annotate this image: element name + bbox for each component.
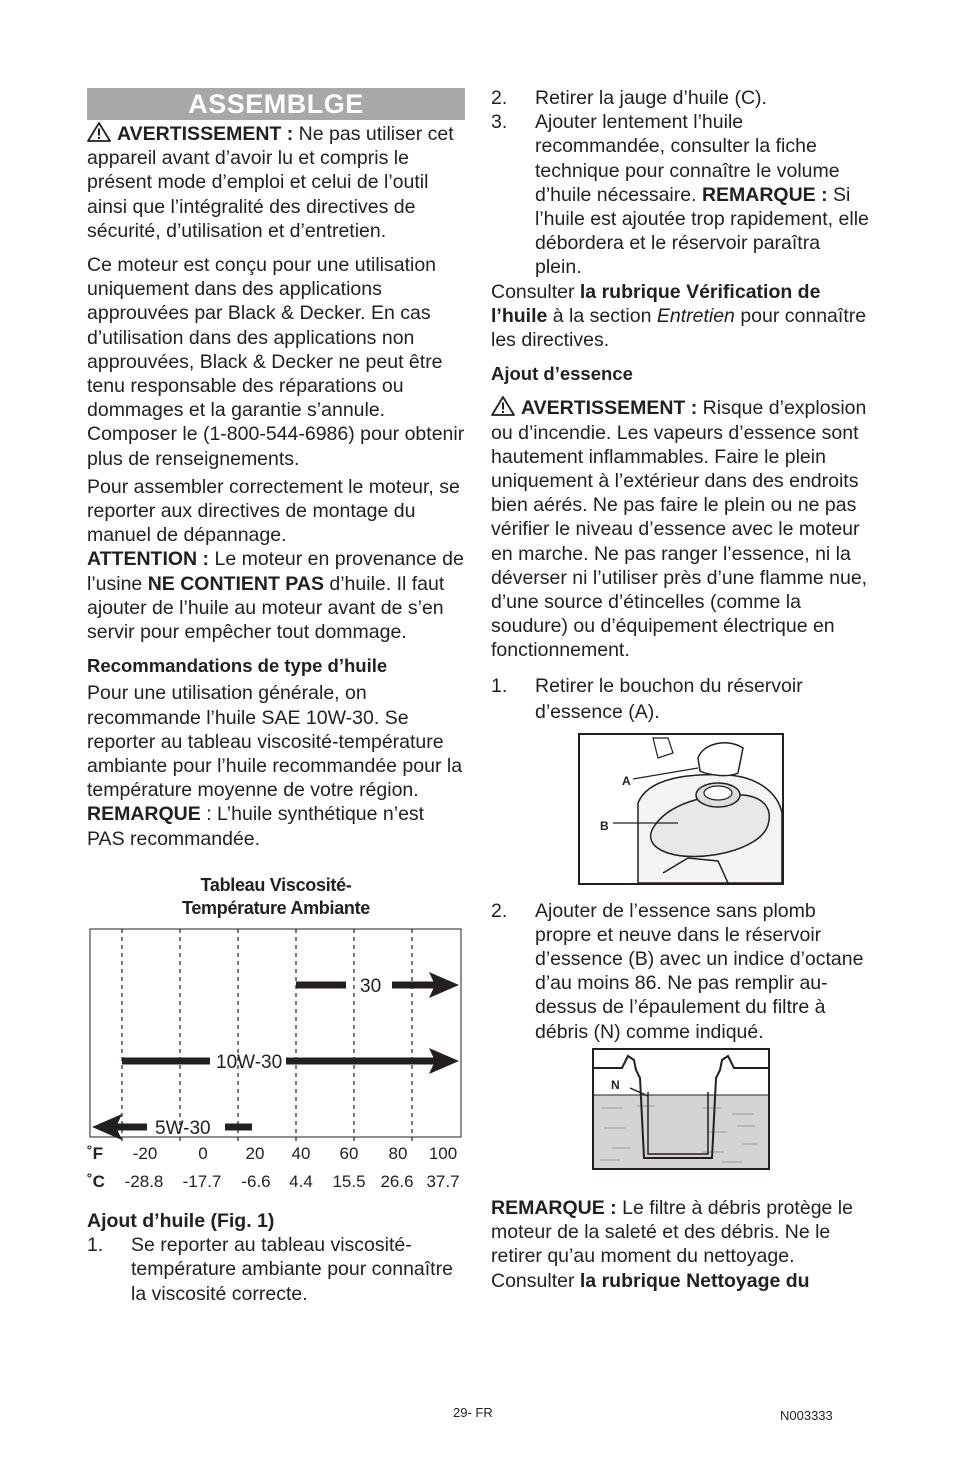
list-item <box>491 899 871 1044</box>
tick-label-f: 80 <box>388 1143 408 1163</box>
chart-series-label: 5W-30 <box>155 1117 211 1139</box>
section-banner: ASSEMBLGE <box>87 88 465 120</box>
document-code: N003333 <box>780 1408 833 1423</box>
warning-label: AVERTISSEMENT : <box>521 397 698 420</box>
consult-italic: Entretien <box>656 304 735 327</box>
step-number: 3. <box>491 111 508 134</box>
attention-paragraph <box>87 547 465 644</box>
fuel-warning-paragraph <box>491 396 871 662</box>
remark-emphasis: la rubrique Nettoyage du <box>579 1269 810 1292</box>
chart-title <box>87 874 465 920</box>
body-paragraph: Pour assembler correctement le moteur, se reporter aux directives de montage du manuel de dépannage. <box>87 475 460 547</box>
consult-paragraph <box>491 280 871 353</box>
fuel-steps-1 <box>491 673 871 725</box>
consult-text: à la section <box>552 304 652 327</box>
step-number: 1. <box>491 674 508 697</box>
warning-paragraph <box>87 122 465 243</box>
chart-series-label: 10W-30 <box>216 1051 283 1073</box>
fuel-heading: Ajout d’essence <box>491 363 633 385</box>
tick-label-f: -20 <box>132 1143 158 1163</box>
fuel-steps-2 <box>491 899 871 1044</box>
warning-triangle-icon <box>491 396 515 416</box>
tick-label-f: 60 <box>339 1143 359 1163</box>
page-number: 29- FR <box>453 1405 493 1420</box>
left-column <box>87 88 465 1306</box>
tick-label-c: -6.6 <box>241 1171 271 1187</box>
chart-frame <box>90 929 461 1137</box>
attention-emphasis: NE CONTIENT PAS <box>147 572 324 595</box>
fig-label-n: N <box>611 1077 620 1092</box>
chart-title-line: Température Ambiante <box>181 897 371 918</box>
tick-label-f: 20 <box>245 1143 265 1163</box>
tick-label-c: -17.7 <box>182 1171 222 1187</box>
step-number: 2. <box>491 87 508 109</box>
tick-label-c: 37.7 <box>426 1171 460 1187</box>
axis-unit-f: ˚F <box>87 1143 104 1163</box>
add-oil-heading: Ajout d’huile (Fig. 1) <box>87 1209 275 1232</box>
attention-label: ATTENTION : <box>87 548 210 571</box>
remark-paragraph <box>491 1196 871 1293</box>
warning-text: Risque d’explosion ou d’incendie. Les vapeurs d’essence sont hautement inflammables. Faire le plein uniquement à l’extérieur dans des endroits bien aérés. Ne pas faire le plein ou ne pas vérifier le niveau d’essence avec le moteur en marche. Ne pas ranger l’essence, ni la déverser ni l’utiliser près d’une flamme nue, d’une source d’étincelles (comme la soudure) ou d’équipement électrique en fonctionnement. <box>491 397 868 662</box>
oil-heading: Recommandations de type d’huile <box>87 655 388 677</box>
axis-unit-c: ˚C <box>87 1171 105 1187</box>
attention-text: d’huile. Il faut ajouter de l’huile au moteur avant de s’en servir pour empêcher tout dommage. <box>87 572 445 644</box>
consult-text: Consulter <box>491 280 575 303</box>
viscosity-chart <box>87 925 465 1187</box>
step-text: Ajouter lentement l’huile recommandée, consulter la fiche technique pour connaître le volume d’huile nécessaire. <box>535 111 840 206</box>
body-paragraph: Ce moteur est conçu pour une utilisation uniquement dans des applications approuvées par Black & Decker. En cas d’utilisation dans des applications non approuvées, Black & Decker ne peut être tenu responsable des réparations ou dommages et la garantie s’annule. Composer le (1-800-544-6986) pour obtenir plus de renseignements. <box>87 254 465 470</box>
oil-steps <box>491 86 871 280</box>
debris-filter-figure <box>592 1048 770 1170</box>
tick-label-c: 26.6 <box>380 1171 414 1187</box>
step-text: Ajouter de l’essence sans plomb propre et neuve dans le réservoir d’essence (B) avec un indice d’octane d’au moins 86. Ne pas remplir au-dessus de l’épaulement du filtre à débris (N) comme indiqué. <box>535 899 864 1043</box>
step-text: Retirer la jauge d’huile (C). <box>535 87 767 109</box>
right-column <box>491 86 871 1293</box>
fig-label-b: B <box>600 818 609 833</box>
remark-label: REMARQUE : <box>701 183 828 206</box>
attention-text: Le moteur en provenance de l’usine <box>87 548 464 595</box>
remark-label: REMARQUE : <box>491 1196 617 1219</box>
remark-paragraph <box>87 802 465 850</box>
consult-emphasis: la rubrique Vérification de l’huile <box>491 280 821 327</box>
fig-label-a: A <box>622 773 631 788</box>
tick-label-c: 4.4 <box>289 1171 313 1187</box>
list-item <box>491 110 871 279</box>
step-text: Se reporter au tableau viscosité-température ambiante pour connaître la viscosité correcte. <box>131 1234 453 1305</box>
list-item <box>491 673 871 725</box>
consult-text: pour connaître les directives. <box>491 304 867 352</box>
list-item <box>87 1233 465 1306</box>
warning-text: Ne pas utiliser cet appareil avant d’avoir lu et compris le présent mode d’emploi et celui de l’outil ainsi que l’intégralité des directives de sécurité, d’utilisation et d’entretien. <box>87 123 454 242</box>
chart-title-line: Tableau Viscosité- <box>200 874 352 895</box>
remark-label: REMARQUE <box>87 803 201 826</box>
step-number: 1. <box>87 1234 104 1257</box>
oil-paragraph: Pour une utilisation générale, on recommande l’huile SAE 10W-30. Se reporter au tableau viscosité-température ambiante pour l’huile recommandée pour la température moyenne de votre région. <box>87 682 463 802</box>
add-oil-steps <box>87 1233 465 1306</box>
tick-label-f: 100 <box>428 1143 458 1163</box>
list-item <box>491 86 871 110</box>
remark-text: Si l’huile est ajoutée trop rapidement, elle débordera et le réservoir paraîtra plein. <box>535 183 869 279</box>
tick-label-f: 40 <box>291 1143 311 1163</box>
chart-series-label: 30 <box>360 975 382 997</box>
step-text: Retirer le bouchon du réservoir d’essence (A). <box>535 674 803 723</box>
tick-label-f: 0 <box>198 1143 208 1163</box>
remark-text: Le filtre à débris protège le moteur de la saleté et des débris. Ne le retirer qu’au moment du nettoyage. Consulter <box>491 1196 853 1292</box>
warning-label: AVERTISSEMENT : <box>117 123 294 145</box>
tick-label-c: -28.8 <box>124 1171 164 1187</box>
warning-triangle-icon <box>87 122 111 142</box>
tick-label-c: 15.5 <box>332 1171 366 1187</box>
step-number: 2. <box>491 899 508 922</box>
remark-text: : L’huile synthétique n’est PAS recommandée. <box>87 803 425 850</box>
fuel-cap-figure <box>578 733 784 885</box>
